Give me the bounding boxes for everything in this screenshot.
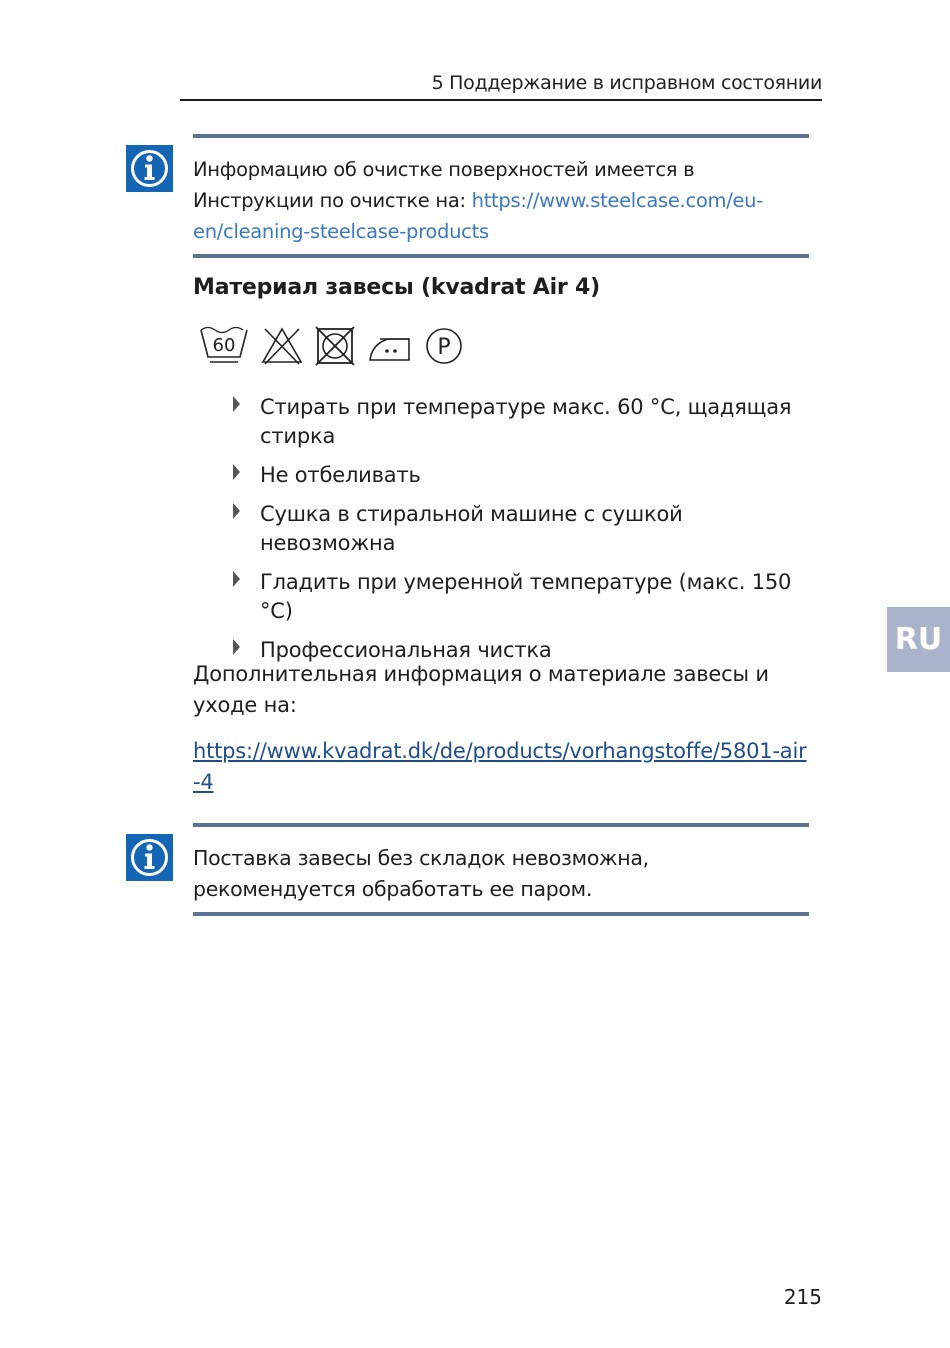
info-icon — [126, 834, 173, 881]
list-item: Не отбеливать — [230, 461, 820, 490]
list-item: Стирать при температуре макс. 60 °C, щадящая стирка — [230, 393, 820, 451]
bullet-arrow-icon — [233, 464, 240, 480]
note-rule-top — [193, 823, 809, 827]
kvadrat-product-link[interactable]: https://www.kvadrat.dk/de/products/vorhangstoffe/5801-air-4 — [193, 739, 807, 794]
list-item: Профессиональная чистка — [230, 636, 820, 665]
list-item: Гладить при умеренной температуре (макс. 150 °C) — [230, 568, 820, 626]
do-not-tumble-dry-icon — [314, 324, 356, 368]
note-rule-bottom — [193, 912, 809, 916]
list-item: Сушка в стиральной машине с сушкой невозможна — [230, 500, 820, 558]
note-steam-info: Поставка завесы без складок невозможна, рекомендуется обработать ее паром. — [193, 846, 649, 901]
note-cleaning-info — [193, 154, 809, 247]
bullet-arrow-icon — [233, 503, 240, 519]
note-text: Информацию об очистке поверхностей имеется в Инструкции по очистке на: — [193, 158, 695, 212]
info-icon — [126, 145, 173, 192]
section-title: Материал завесы (kvadrat Air 4) — [193, 275, 600, 300]
wash-temperature-label: 60 — [212, 335, 236, 356]
note-rule-top — [193, 134, 809, 138]
bullet-arrow-icon — [233, 396, 240, 412]
more-info-text: Дополнительная информация о материале завесы и уходе на: — [193, 662, 769, 717]
bullet-arrow-icon — [233, 639, 240, 655]
page-number: 215 — [783, 1285, 822, 1309]
running-header: 5 Поддержание в исправном состоянии — [180, 72, 822, 101]
wash-60-gentle-icon — [198, 324, 250, 368]
note-rule-bottom — [193, 254, 809, 258]
language-tab: RU — [887, 607, 950, 672]
bullet-arrow-icon — [233, 571, 240, 587]
iron-medium-icon — [366, 324, 412, 368]
care-instructions-list — [230, 393, 820, 675]
care-symbols-row — [198, 324, 466, 368]
professional-cleaning-letter: P — [437, 335, 451, 360]
professional-cleaning-p-icon — [422, 324, 466, 368]
do-not-bleach-icon — [260, 324, 304, 368]
cleaning-instructions-link[interactable]: https://www.steelcase.com/eu-en/cleaning-steelcase-products — [193, 189, 763, 243]
